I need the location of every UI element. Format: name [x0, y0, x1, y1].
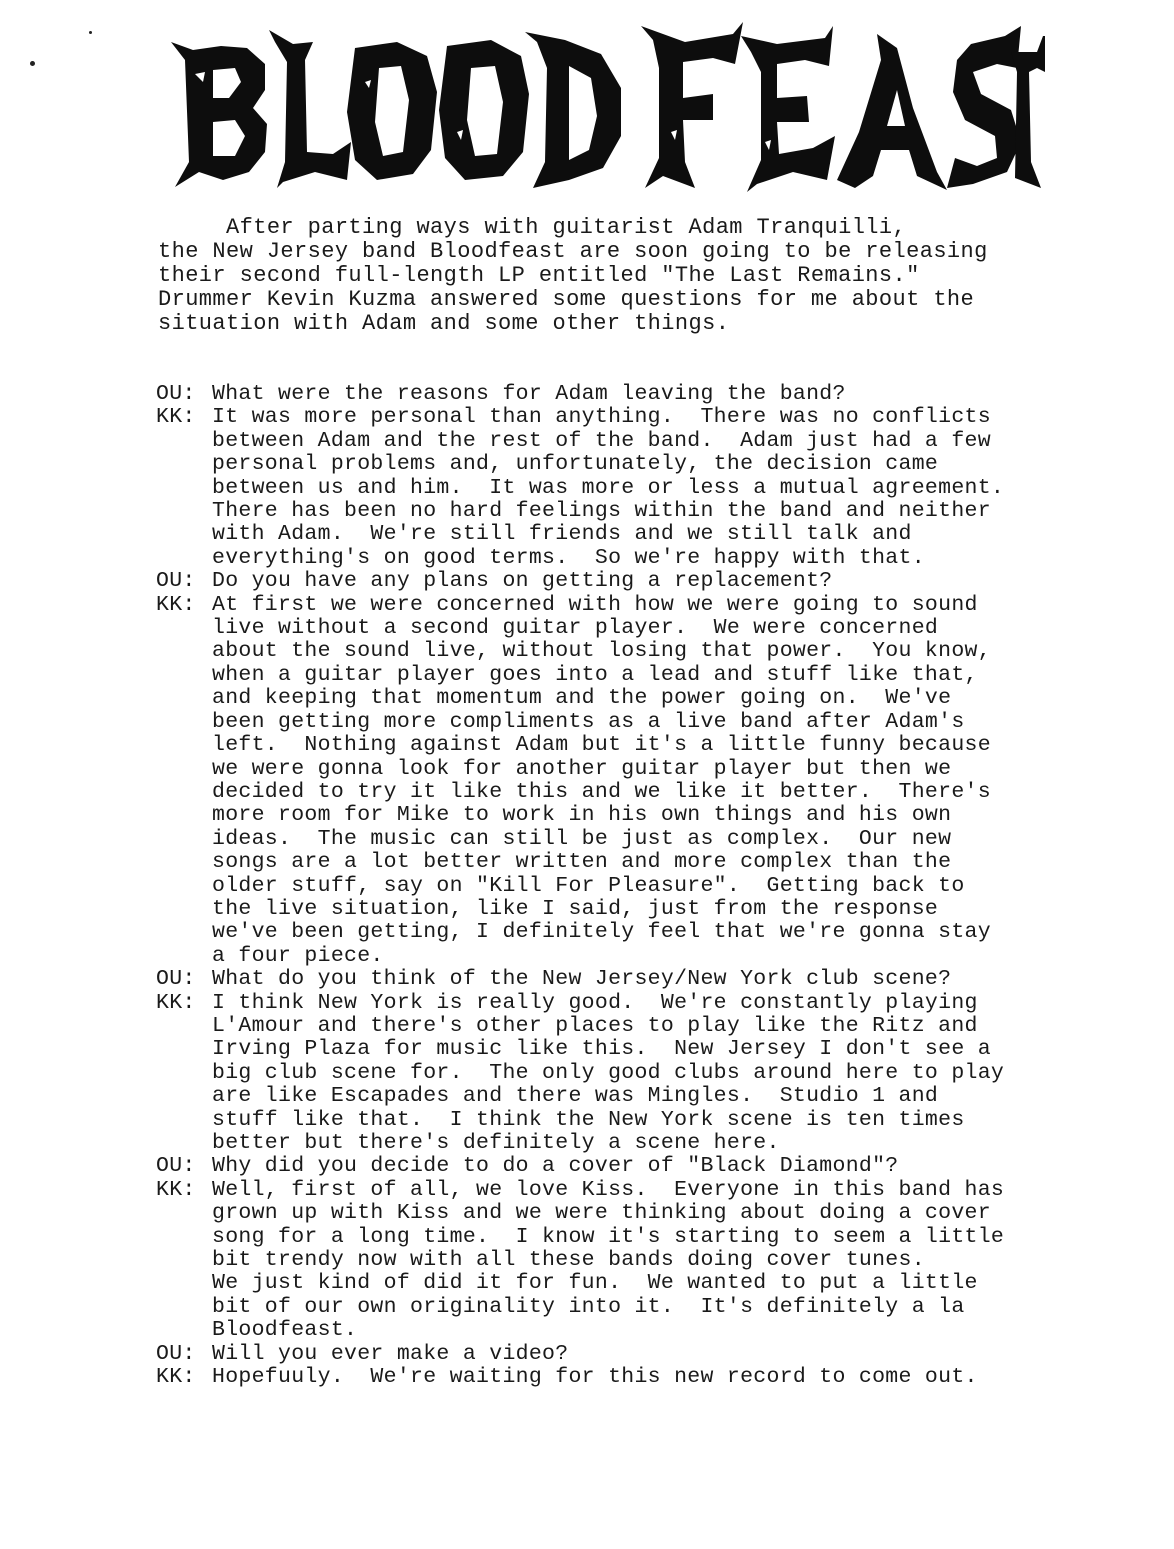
qa-first-line	[156, 1366, 1076, 1389]
qa-text-line: song for a long time. I know it's starting to seem a little	[212, 1224, 1005, 1249]
qa-first-line	[156, 968, 1076, 991]
qa-text-line: been getting more compliments as a live band after Adam's	[212, 709, 965, 734]
qa-text-line: L'Amour and there's other places to play like the Ritz and	[212, 1013, 978, 1038]
speaker-label: KK:	[156, 592, 196, 617]
qa-text-line: personal problems and, unfortunately, the decision came	[212, 452, 939, 477]
qa-first-line	[156, 992, 1076, 1015]
qa-text-line: older stuff, say on "Kill For Pleasure". Getting back to	[212, 873, 965, 898]
qa-text-line: left. Nothing against Adam but it's a little funny because	[212, 733, 991, 758]
qa-first-line	[156, 406, 1076, 429]
qa-text-line: Do you have any plans on getting a replacement?	[212, 569, 833, 594]
interviewer-question	[156, 968, 1076, 991]
qa-text-line: We just kind of did it for fun. We wanted to put a little	[212, 1271, 978, 1296]
speaker-label: OU:	[156, 1154, 196, 1179]
band-answer	[156, 1179, 1076, 1343]
speaker-label: KK:	[156, 405, 196, 430]
intro-line: the New Jersey band Bloodfeast are soon going to be releasing	[158, 239, 988, 264]
scan-speck	[89, 31, 92, 34]
intro-line: their second full-length LP entitled "The Last Remains."	[158, 263, 920, 288]
qa-text-line: about the sound live, without losing that power. You know,	[212, 639, 991, 664]
qa-text-line: live without a second guitar player. We were concerned	[212, 616, 939, 641]
band-answer	[156, 992, 1076, 1156]
qa-text-line: At first we were concerned with how we were going to sound	[212, 592, 978, 617]
intro-paragraph	[158, 216, 1058, 336]
speaker-label: OU:	[156, 1341, 196, 1366]
qa-text-line: What were the reasons for Adam leaving the band?	[212, 382, 846, 406]
qa-text-line: between Adam and the rest of the band. Adam just had a few	[212, 428, 991, 453]
band-logo	[165, 12, 1045, 202]
qa-text-line: What do you think of the New Jersey/New York club scene?	[212, 967, 952, 992]
qa-text-line: are like Escapades and there was Mingles. Studio 1 and	[212, 1084, 939, 1109]
qa-text-line: everything's on good terms. So we're happy with that.	[212, 545, 925, 570]
interviewer-question	[156, 1343, 1076, 1366]
qa-text-line: It was more personal than anything. There was no conflicts	[212, 405, 991, 430]
band-answer	[156, 594, 1076, 969]
qa-text-line: between us and him. It was more or less a mutual agreement.	[212, 475, 1005, 500]
qa-text-line: bit trendy now with all these bands doing cover tunes.	[212, 1248, 925, 1273]
speaker-label: KK:	[156, 990, 196, 1015]
speaker-label: OU:	[156, 382, 196, 406]
qa-first-line	[156, 1179, 1076, 1202]
intro-line: Drummer Kevin Kuzma answered some questions for me about the	[158, 287, 975, 312]
qa-text-line: better but there's definitely a scene here.	[212, 1131, 780, 1155]
qa-text-line: we were gonna look for another guitar player but then we	[212, 756, 952, 781]
qa-text-line: when a guitar player goes into a lead and stuff like that,	[212, 662, 978, 687]
qa-text-line: grown up with Kiss and we were thinking about doing a cover	[212, 1201, 991, 1226]
interviewer-question	[156, 383, 1076, 406]
qa-text-line: Well, first of all, we love Kiss. Everyone in this band has	[212, 1177, 1005, 1202]
intro-line: situation with Adam and some other things.	[158, 311, 730, 336]
qa-text-line: Why did you decide to do a cover of "Black Diamond"?	[212, 1154, 899, 1179]
qa-first-line	[156, 1343, 1076, 1366]
qa-first-line	[156, 570, 1076, 593]
qa-text-line: bit of our own originality into it. It's definitely a la	[212, 1294, 965, 1319]
qa-text-line: stuff like that. I think the New York scene is ten times	[212, 1107, 965, 1132]
qa-text-line: more room for Mike to work in his own things and his own	[212, 803, 952, 828]
qa-first-line	[156, 1155, 1076, 1178]
qa-text-line: Hopefuuly. We're waiting for this new record to come out.	[212, 1365, 978, 1390]
speaker-label: OU:	[156, 569, 196, 594]
band-answer	[156, 1366, 1076, 1389]
qa-text-line: Irving Plaza for music like this. New Jersey I don't see a	[212, 1037, 991, 1062]
qa-text-line: with Adam. We're still friends and we still talk and	[212, 522, 912, 547]
speaker-label: KK:	[156, 1177, 196, 1202]
qa-text-line: songs are a lot better written and more complex than the	[212, 850, 952, 875]
qa-text-line: and keeping that momentum and the power going on. We've	[212, 686, 952, 711]
qa-text-line: decided to try it like this and we like it better. There's	[212, 779, 991, 804]
interviewer-question	[156, 570, 1076, 593]
qa-text-line: There has been no hard feelings within the band and neither	[212, 499, 991, 524]
qa-text-line: we've been getting, I definitely feel that we're gonna stay	[212, 920, 991, 945]
band-answer	[156, 406, 1076, 570]
intro-line: After parting ways with guitarist Adam Tranquilli,	[158, 215, 907, 240]
qa-first-line	[156, 383, 1076, 406]
qa-text-line: ideas. The music can still be just as complex. Our new	[212, 826, 952, 851]
qa-text-line: the live situation, like I said, just from the response	[212, 896, 939, 921]
qa-text-line: I think New York is really good. We're constantly playing	[212, 990, 978, 1015]
qa-text-line: big club scene for. The only good clubs around here to play	[212, 1060, 1005, 1085]
qa-text-line: Will you ever make a video?	[212, 1341, 569, 1366]
speaker-label: OU:	[156, 967, 196, 992]
qa-text-line: a four piece.	[212, 943, 384, 968]
interview-transcript	[156, 383, 1076, 1389]
qa-first-line	[156, 594, 1076, 617]
logo-graphic	[165, 12, 1045, 202]
scan-speck	[30, 61, 35, 66]
qa-text-line: Bloodfeast.	[212, 1318, 358, 1343]
speaker-label: KK:	[156, 1365, 196, 1390]
interviewer-question	[156, 1155, 1076, 1178]
